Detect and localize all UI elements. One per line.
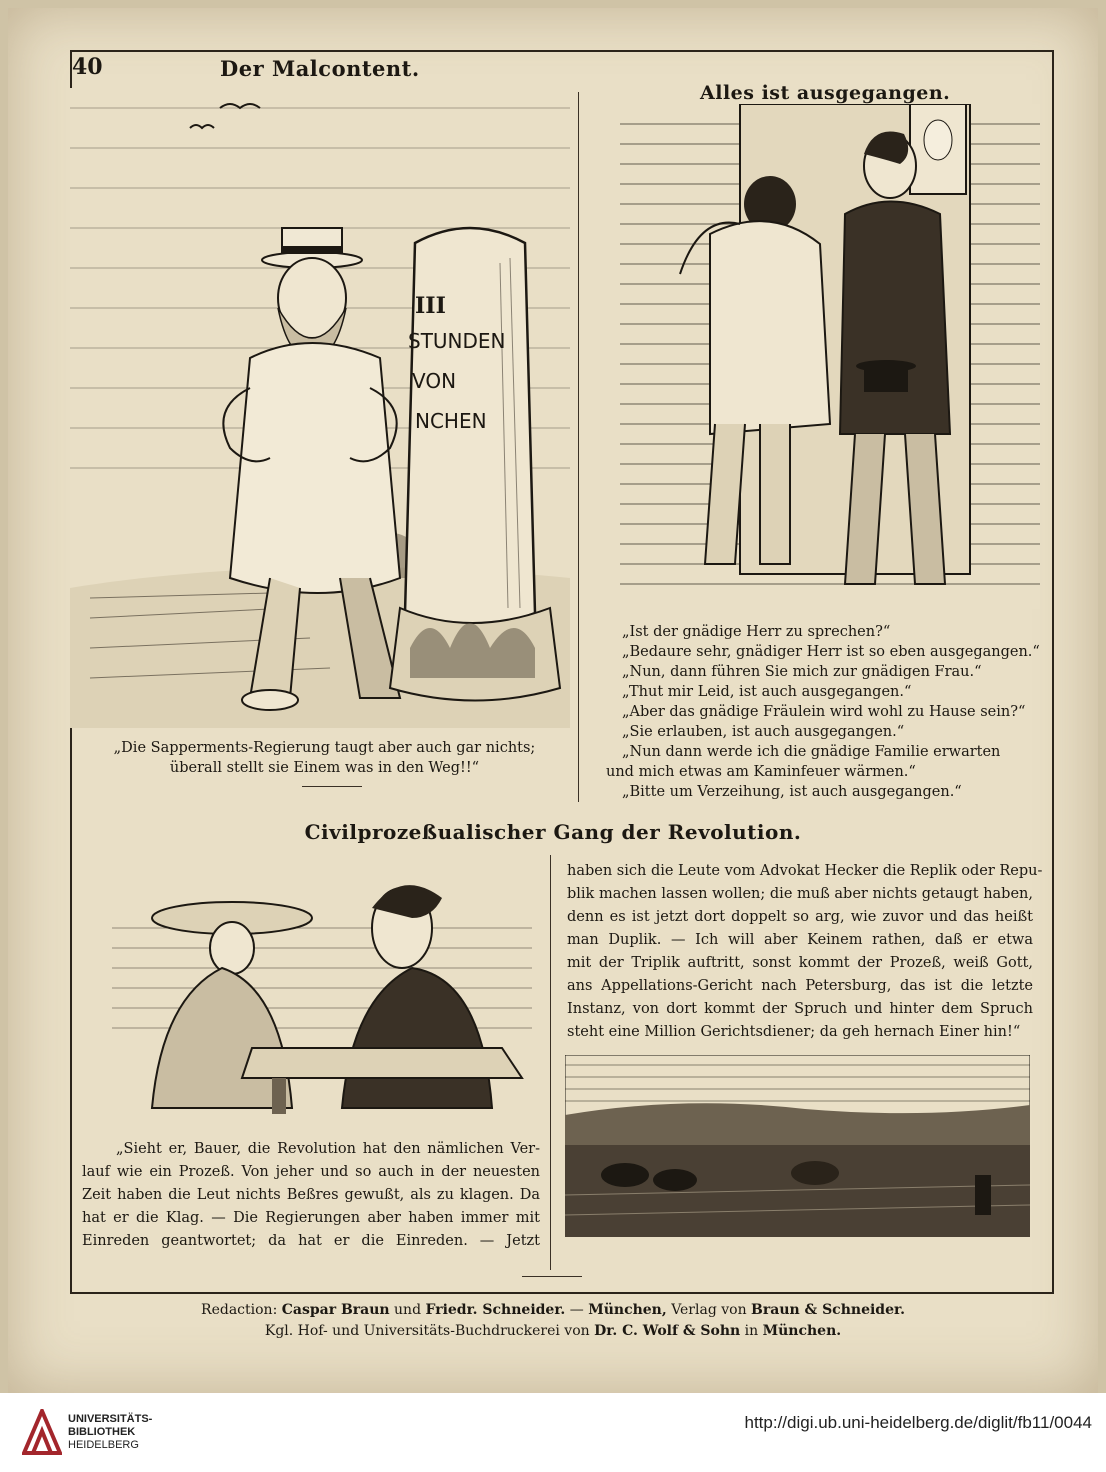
library-name-line: HEIDELBERG (68, 1439, 139, 1451)
story-line: lauf wie ein Prozeß. Von jeher und so auch in der neuesten (82, 1164, 540, 1180)
dialogue-line: „Sie erlauben, ist auch ausgegangen.“ (622, 724, 905, 740)
story-line: „Sieht er, Bauer, die Revolution hat den nämlichen Ver- (116, 1141, 540, 1157)
dialogue-line: „Thut mir Leid, ist auch ausgegangen.“ (622, 684, 912, 700)
permalink-url[interactable]: http://digi.ub.uni-heidelberg.de/diglit/fb11/0044 (744, 1413, 1092, 1432)
library-name (68, 1413, 152, 1452)
milestone-line2: STUNDEN (408, 329, 506, 353)
dialogue-line: „Bedaure sehr, gnädiger Herr ist so eben ausgegangen.“ (622, 644, 1040, 660)
story-line: haben sich die Leute vom Advokat Hecker die Replik oder Repu- (567, 863, 1043, 879)
left-cartoon-title: Der Malcontent. (220, 56, 420, 81)
story-line: mit der Triplik auftritt, sonst kommt der Prozeß, weiß Gott, (567, 955, 1033, 971)
story-line: denn es ist jetzt dort doppelt so arg, wie zuvor und das heißt (567, 909, 1033, 925)
story-line: hat er die Klag. — Die Regierungen aber haben immer mit (82, 1210, 540, 1226)
footer-city: München, (588, 1302, 667, 1318)
story-line: Einreden geantwortet; da hat er die Einreden. — Jetzt (82, 1233, 540, 1249)
footer-editor: Caspar Braun (281, 1302, 390, 1318)
story-line: ans Appellations-Gericht nach Petersburg, das ist die letzte (567, 978, 1033, 994)
story-left-column (82, 1138, 540, 1253)
footer-text: Verlag von (666, 1302, 752, 1318)
door-illustration (620, 104, 1040, 609)
section-title: Civilprozeßualischer Gang der Revolution. (304, 820, 802, 844)
malcontent-illustration (70, 88, 570, 728)
footer-text: — (565, 1302, 589, 1318)
story-line: steht eine Million Gerichtsdiener; da geh hernach Einer hin!“ (567, 1024, 1021, 1040)
column-divider-bottom (550, 855, 551, 1270)
story-right-column (567, 860, 1043, 1044)
footer-text: in (740, 1323, 763, 1339)
footer-publisher: Braun & Schneider. (751, 1302, 905, 1318)
door-dialogue (606, 622, 1040, 802)
footer-text: und (389, 1302, 426, 1318)
cavalry-illustration (565, 1055, 1030, 1237)
library-logo-icon (22, 1409, 62, 1455)
footer-redaction (0, 1302, 1106, 1318)
dialogue-line: „Nun, dann führen Sie mich zur gnädigen Frau.“ (622, 664, 982, 680)
caption-rule (302, 786, 362, 787)
library-name-line: BIBLIOTHEK (68, 1426, 136, 1438)
milestone-line4: NCHEN (415, 409, 487, 433)
story-line: blik machen lassen wollen; die muß aber nichts getaugt haben, (567, 886, 1033, 902)
dialogue-line: „Bitte um Verzeihung, ist auch ausgegangen.“ (622, 784, 962, 800)
milestone-line3: VON (412, 369, 457, 393)
story-line: Zeit haben die Leut nichts Beßres gewußt, als zu klagen. Da (82, 1187, 540, 1203)
malcontent-caption-line: „Die Sapperments-Regierung taugt aber auch gar nichts; (113, 740, 536, 756)
dialogue-line: „Aber das gnädige Fräulein wird wohl zu Hause sein?“ (622, 704, 1026, 720)
column-divider-top (578, 92, 579, 802)
footer-text: Redaction: (201, 1302, 282, 1318)
story-line: man Duplik. — Ich will aber Keinem rathen, daß er etwa (567, 932, 1033, 948)
library-bar (0, 1393, 1106, 1472)
footer-printer (0, 1323, 1106, 1339)
malcontent-caption (82, 738, 567, 778)
footer-city: München. (762, 1323, 842, 1339)
dialogue-line: „Ist der gnädige Herr zu sprechen?“ (622, 624, 891, 640)
closing-rule (522, 1276, 582, 1277)
right-cartoon-title: Alles ist ausgegangen. (700, 82, 951, 104)
dialogue-line: „Nun dann werde ich die gnädige Familie erwarten (622, 744, 1001, 760)
page-number: 40 (72, 54, 103, 80)
footer-text: Kgl. Hof- und Universitäts-Buchdruckerei von (264, 1323, 595, 1339)
dialogue-line: und mich etwas am Kaminfeuer wärmen.“ (606, 764, 916, 780)
story-line: Instanz, von dort kommt der Spruch und hinter dem Spruch (567, 1001, 1033, 1017)
milestone-numeral: III (415, 293, 446, 319)
revolution-illustration (112, 868, 532, 1116)
footer-editor: Friedr. Schneider. (425, 1302, 566, 1318)
malcontent-caption-line: überall stellt sie Einem was in den Weg!!“ (169, 760, 480, 776)
footer-printer-name: Dr. C. Wolf & Sohn (594, 1323, 741, 1339)
library-name-line: UNIVERSITÄTS- (68, 1413, 153, 1425)
